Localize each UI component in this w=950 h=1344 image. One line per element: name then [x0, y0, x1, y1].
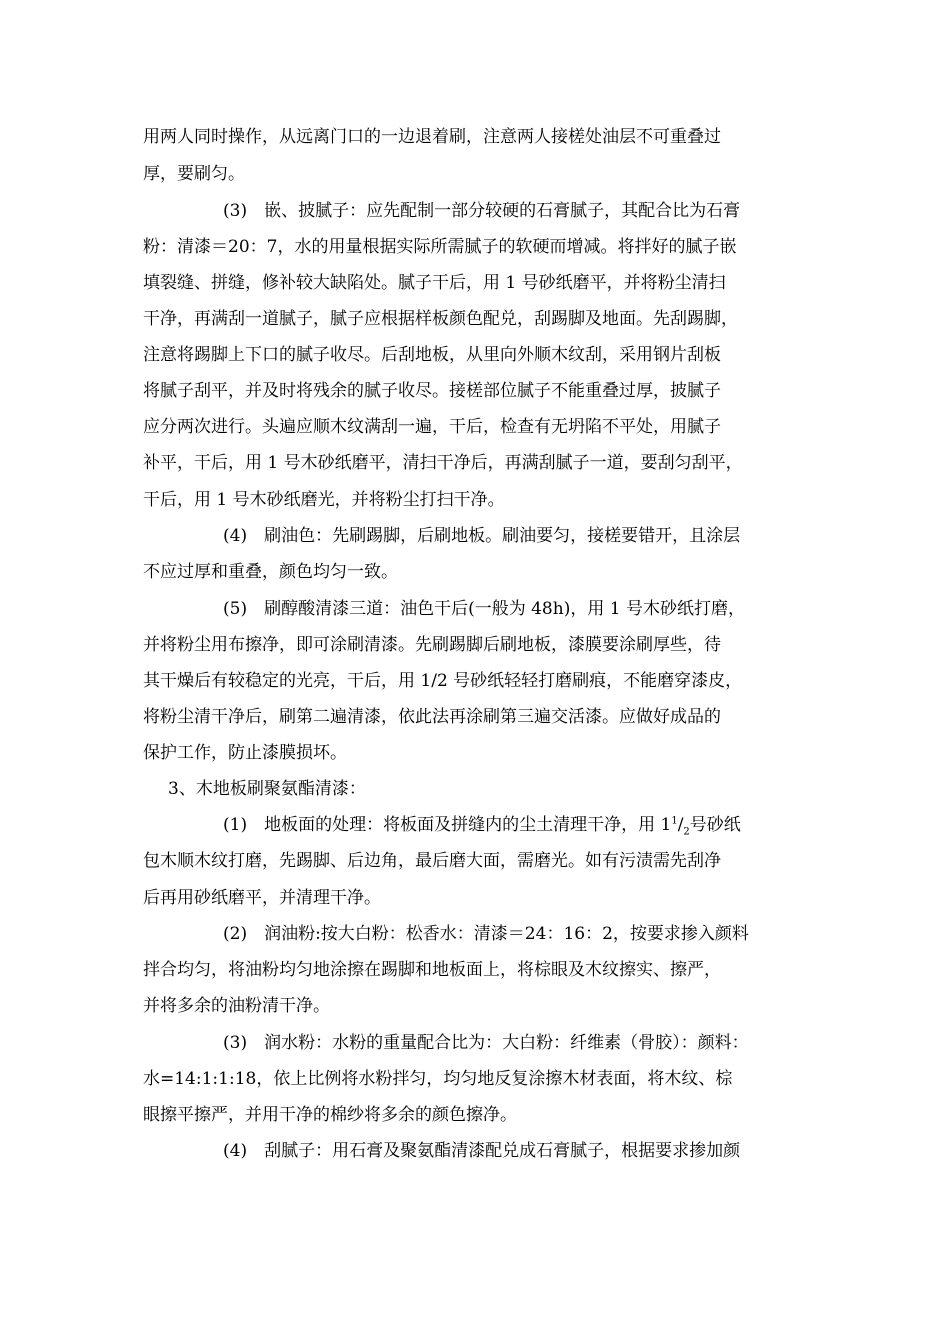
text-line: 包木顺木纹打磨，先踢脚、后边角，最后磨大面，需磨光。如有污渍需先刮净 — [143, 851, 721, 871]
text-line: (3) 嵌、披腻子：应先配制一部分较硬的石膏腻子，其配合比为石膏 — [223, 201, 741, 221]
section-heading: 3、木地板刷聚氨酯清漆： — [168, 779, 366, 799]
text-line: 用两人同时操作，从远离门口的一边退着刷，注意两人接槎处油层不可重叠过 — [143, 127, 721, 147]
text-line: 其干燥后有较稳定的光亮，干后，用 1/2 号砂纸轻轻打磨刷痕，不能磨穿漆皮， — [143, 671, 743, 691]
text-line: 应分两次进行。头遍应顺木纹满刮一遍，干后，检查有无坍陷不平处，用腻子 — [143, 417, 721, 437]
text-line: 干净，再满刮一道腻子，腻子应根据样板颜色配兑，刮踢脚及地面。先刮踢脚， — [143, 309, 738, 329]
text-line: 补平，干后，用 1 号木砂纸磨平，清扫干净后，再满刮腻子一道，要刮匀刮平， — [143, 453, 743, 473]
text-line: 不应过厚和重叠，颜色均匀一致。 — [143, 562, 398, 582]
text-line: 粉：清漆＝20：7，水的用量根据实际所需腻子的软硬而增减。将拌好的腻子嵌 — [143, 237, 737, 257]
text-segment: 号砂纸 — [689, 815, 741, 835]
fraction-denominator: 2 — [683, 826, 690, 838]
text-line: 水=14:1:1:18，依上比例将水粉拌匀，均匀地反复涂擦木材表面，将木纹、棕 — [143, 1069, 733, 1089]
fraction-numerator: 1 — [671, 815, 678, 827]
text-line: (5) 刷醇酸清漆三道：油色干后(一般为 48h)，用 1 号木砂纸打磨， — [223, 599, 745, 619]
text-line: (3) 润水粉：水粉的重量配合比为：大白粉：纤维素（骨胶）：颜料： — [223, 1033, 749, 1053]
text-line: 填裂缝、拼缝，修补较大缺陷处。腻子干后，用 1 号砂纸磨平，并将粉尘清扫 — [143, 273, 726, 293]
text-line: 干后，用 1 号木砂纸磨光，并将粉尘打扫干净。 — [143, 490, 505, 510]
text-line: (4) 刷油色：先刷踢脚，后刷地板。刷油要匀，接槎要错开，且涂层 — [223, 526, 741, 546]
text-segment: (1) 地板面的处理：将板面及拼缝内的尘土清理干净，用 1 — [223, 815, 672, 835]
text-line: (4) 刮腻子：用石膏及聚氨酯清漆配兑成石膏腻子，根据要求掺加颜 — [223, 1141, 741, 1161]
text-line: 眼擦平擦严，并用干净的棉纱将多余的颜色擦净。 — [143, 1105, 517, 1125]
text-line: 后再用砂纸磨平，并清理干净。 — [143, 888, 381, 908]
text-line: 注意将踢脚上下口的腻子收尽。后刮地板，从里向外顺木纹刮，采用钢片刮板 — [143, 345, 721, 365]
text-line: 保护工作，防止漆膜损坏。 — [143, 743, 347, 763]
text-line: 拌合均匀，将油粉均匀地涂擦在踢脚和地板面上，将棕眼及木纹擦实、擦严， — [143, 960, 721, 980]
text-line: 将腻子刮平，并及时将残余的腻子收尽。接槎部位腻子不能重叠过厚，披腻子 — [143, 381, 721, 401]
text-line: (2) 润油粉:按大白粉：松香水：清漆＝24：16：2，按要求掺入颜料 — [223, 924, 749, 944]
text-line: 厚，要刷匀。 — [143, 164, 245, 184]
text-line: 并将多余的油粉清干净。 — [143, 996, 330, 1016]
text-line: 并将粉尘用布擦净，即可涂刷清漆。先刷踢脚后刷地板，漆膜要涂刷厚些，待 — [143, 635, 721, 655]
text-line: (1) 地板面的处理：将板面及拼缝内的尘土清理干净，用 $1^1/_2$号砂纸 — [223, 815, 741, 838]
text-line: 将粉尘清干净后，刷第二遍清漆，依此法再涂刷第三遍交活漆。应做好成品的 — [143, 707, 721, 727]
